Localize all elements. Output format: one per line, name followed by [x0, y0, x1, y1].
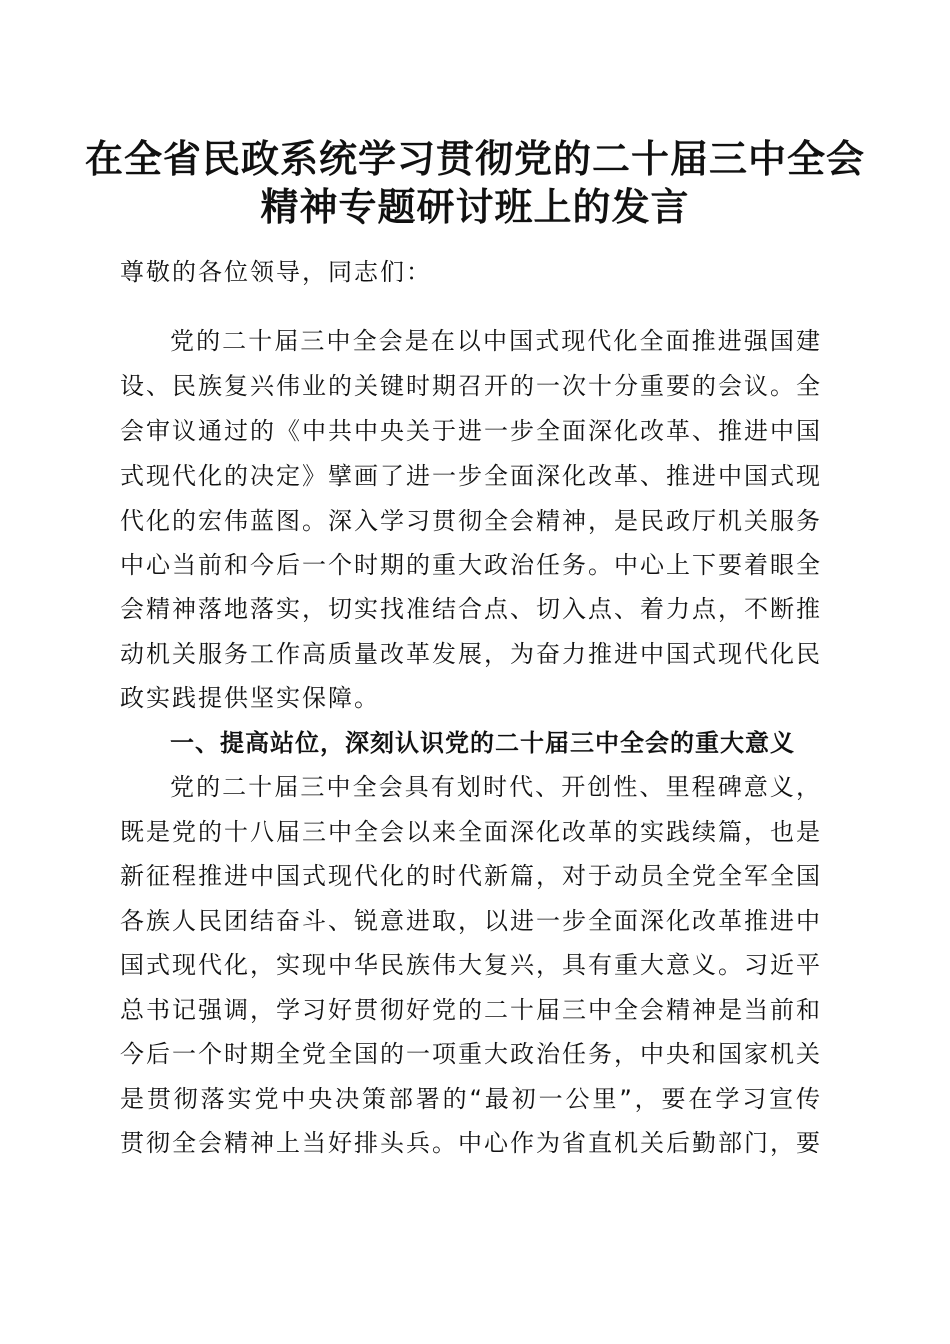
- section-line: 党的二十届三中全会具有划时代、开创性、里程碑意义，: [170, 773, 820, 801]
- section-line: 既是党的十八届三中全会以来全面深化改革的实践续篇，也是: [120, 818, 820, 846]
- section-line: 总书记强调，学习好贯彻好党的二十届三中全会精神是当前和: [120, 996, 820, 1024]
- document-title-line-1: 在全省民政系统学习贯彻党的二十届三中全会: [84, 136, 865, 181]
- section-line: 今后一个时期全党全国的一项重大政治任务，中央和国家机关: [120, 1040, 820, 1068]
- section-line: 是贯彻落实党中央决策部署的“最初一公里”，要在学习宣传: [120, 1085, 820, 1113]
- intro-line: 会审议通过的《中共中央关于进一步全面深化改革、推进中国: [120, 417, 820, 445]
- intro-line: 设、民族复兴伟业的关键时期召开的一次十分重要的会议。全: [120, 372, 820, 400]
- section-line: 贯彻全会精神上当好排头兵。中心作为省直机关后勤部门，要: [120, 1129, 820, 1157]
- intro-line: 中心当前和今后一个时期的重大政治任务。中心上下要着眼全: [120, 551, 820, 579]
- intro-line: 政实践提供坚实保障。: [120, 684, 380, 712]
- document-title-line-2: 精神专题研讨班上的发言: [260, 184, 690, 229]
- section-heading: 一、提高站位，深刻认识党的二十届三中全会的重大意义: [170, 729, 795, 757]
- salutation: 尊敬的各位领导，同志们：: [120, 258, 432, 286]
- intro-line: 会精神落地落实，切实找准结合点、切入点、着力点，不断推: [120, 595, 820, 623]
- section-line: 新征程推进中国式现代化的时代新篇，对于动员全党全军全国: [120, 862, 820, 890]
- intro-line: 代化的宏伟蓝图。深入学习贯彻全会精神，是民政厅机关服务: [120, 507, 820, 535]
- section-line: 国式现代化，实现中华民族伟大复兴，具有重大意义。习近平: [120, 951, 820, 979]
- section-line: 各族人民团结奋斗、锐意进取，以进一步全面深化改革推进中: [120, 907, 820, 935]
- intro-line: 式现代化的决定》擘画了进一步全面深化改革、推进中国式现: [120, 462, 820, 490]
- intro-line: 党的二十届三中全会是在以中国式现代化全面推进强国建: [170, 327, 820, 355]
- intro-line: 动机关服务工作高质量改革发展，为奋力推进中国式现代化民: [120, 640, 820, 668]
